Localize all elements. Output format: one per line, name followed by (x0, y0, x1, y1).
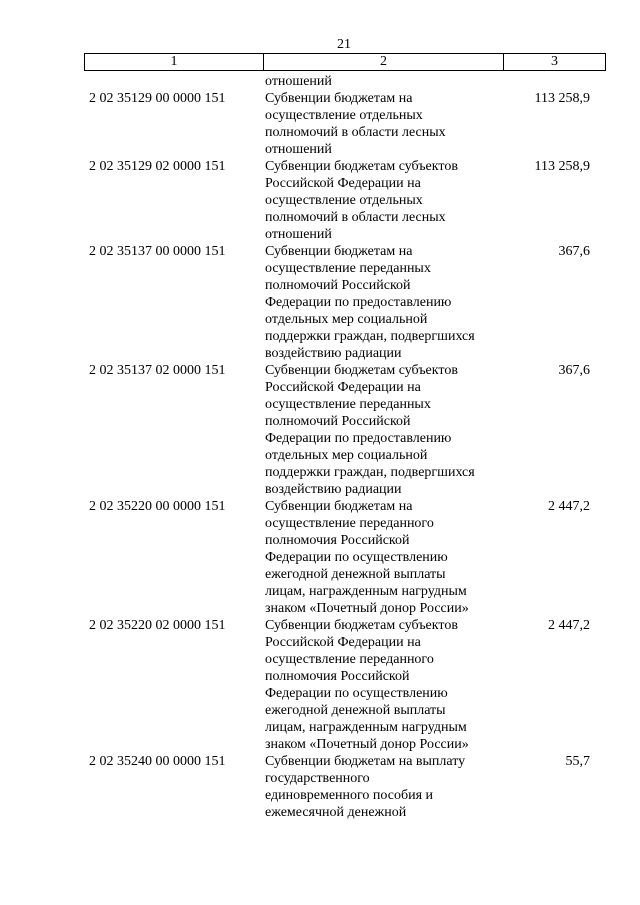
row-name-line: отдельных мер социальной (265, 448, 428, 463)
row-name-line: полномочий Российской (265, 278, 411, 293)
row-name-line: полномочий в области лесных (265, 125, 446, 140)
header-col-3: 3 (551, 54, 558, 69)
row-name-line: Российской Федерации на (265, 635, 421, 650)
row-name-line: полномочия Российской (265, 533, 410, 548)
row-value: 2 447,2 (548, 618, 590, 633)
row-code: 2 02 35137 02 0000 151 (89, 363, 226, 378)
row-name-line: Субвенции бюджетам на (265, 499, 413, 514)
row-name-line: ежегодной денежной выплаты (265, 567, 446, 582)
table-row (84, 158, 606, 243)
row-name-line: воздействию радиации (265, 482, 402, 497)
row-name (263, 90, 503, 158)
row-name-line: лицам, награжденным нагрудным (265, 584, 467, 599)
row-name-line: осуществление отдельных (265, 193, 423, 208)
row-name-line: Российской Федерации на (265, 176, 421, 191)
row-value: 367,6 (558, 244, 590, 259)
row-name-line: воздействию радиации (265, 346, 402, 361)
table-row (84, 73, 606, 90)
row-name (263, 362, 503, 498)
table-row (84, 753, 606, 821)
row-name-line: отдельных мер социальной (265, 312, 428, 327)
row-name-line: полномочий в области лесных (265, 210, 446, 225)
row-name-line: Федерации по предоставлению (265, 295, 452, 310)
row-name (263, 498, 503, 617)
row-name (263, 73, 503, 90)
row-name-line: Федерации по осуществлению (265, 686, 448, 701)
row-name-line: осуществление переданного (265, 516, 434, 531)
row-name-line: ежегодной денежной выплаты (265, 703, 446, 718)
row-name-line: государственного (265, 771, 370, 786)
row-name-line: отношений (265, 74, 332, 89)
row-name-line: Федерации по осуществлению (265, 550, 448, 565)
row-name-line: полномочия Российской (265, 669, 410, 684)
row-name-line: Федерации по предоставлению (265, 431, 452, 446)
row-code: 2 02 35220 00 0000 151 (89, 499, 226, 514)
row-value: 113 258,9 (534, 91, 590, 106)
row-name-line: Субвенции бюджетам на (265, 244, 413, 259)
row-code: 2 02 35129 00 0000 151 (89, 91, 226, 106)
row-name (263, 617, 503, 753)
table-body (84, 73, 606, 821)
row-name-line: осуществление переданных (265, 397, 431, 412)
row-name-line: осуществление переданного (265, 652, 434, 667)
table-row (84, 362, 606, 498)
row-name-line: знаком «Почетный донор России» (265, 737, 469, 752)
row-name-line: Субвенции бюджетам на (265, 91, 413, 106)
row-name-line: знаком «Почетный донор России» (265, 601, 469, 616)
row-code: 2 02 35137 00 0000 151 (89, 244, 226, 259)
row-name-line: единовременного пособия и (265, 788, 434, 803)
row-name-line: поддержки граждан, подвергшихся (265, 465, 475, 480)
row-name-line: осуществление переданных (265, 261, 431, 276)
row-name (263, 158, 503, 243)
row-code: 2 02 35240 00 0000 151 (89, 754, 226, 769)
row-name-line: Российской Федерации на (265, 380, 421, 395)
row-value: 367,6 (558, 363, 590, 378)
row-value: 113 258,9 (534, 159, 590, 174)
table-row (84, 90, 606, 158)
table-row (84, 498, 606, 617)
row-name-line: осуществление отдельных (265, 108, 423, 123)
row-name-line: Субвенции бюджетам субъектов (265, 363, 458, 378)
row-name-line: отношений (265, 227, 332, 242)
page-number: 21 (337, 37, 351, 52)
header-col-1: 1 (85, 54, 264, 70)
row-name-line: поддержки граждан, подвергшихся (265, 329, 475, 344)
row-name-line: лицам, награжденным нагрудным (265, 720, 467, 735)
row-name-line: Субвенции бюджетам на выплату (265, 754, 466, 769)
table-row (84, 617, 606, 753)
header-col-2: 2 (264, 54, 504, 70)
row-name-line: Субвенции бюджетам субъектов (265, 618, 458, 633)
row-value: 2 447,2 (548, 499, 590, 514)
row-name-line: ежемесячной денежной (265, 805, 407, 820)
row-name-line: полномочий Российской (265, 414, 411, 429)
row-name (263, 753, 503, 821)
row-code: 2 02 35220 02 0000 151 (89, 618, 226, 633)
table-header (84, 53, 606, 71)
row-name-line: отношений (265, 142, 332, 157)
row-name-line: Субвенции бюджетам субъектов (265, 159, 458, 174)
table-row (84, 243, 606, 362)
row-value: 55,7 (565, 754, 590, 769)
row-name (263, 243, 503, 362)
row-code: 2 02 35129 02 0000 151 (89, 159, 226, 174)
